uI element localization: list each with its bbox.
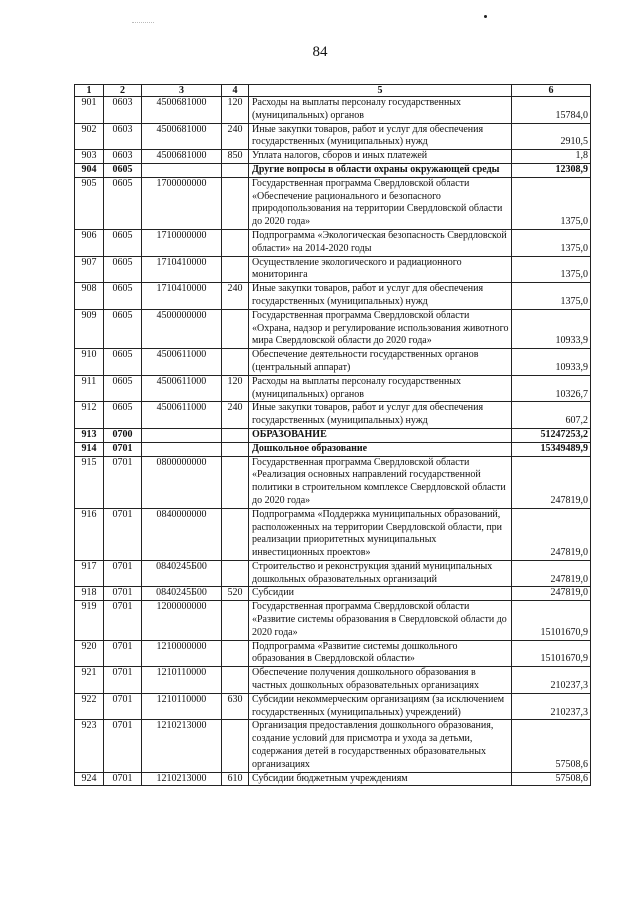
amount-cell: 1375,0 [512,229,591,256]
item-name-cell: Государственная программа Свердловской области «Развитие системы образования в Свердловской области до 2020 года» [249,601,512,640]
expense-type-cell [222,177,249,229]
target-code-cell: 4500611000 [142,349,222,376]
section-code-cell: 0605 [104,349,142,376]
item-name-cell: Дошкольное образование [249,442,512,456]
target-code-cell: 1210110000 [142,667,222,694]
section-code-cell: 0701 [104,456,142,508]
scan-mark [132,22,154,24]
table-row [75,309,591,348]
section-code-cell: 0701 [104,508,142,560]
amount-cell: 15101670,9 [512,640,591,667]
amount-cell: 1375,0 [512,177,591,229]
column-header: 3 [142,85,222,97]
table-row [75,720,591,772]
expense-type-cell [222,442,249,456]
column-header: 1 [75,85,104,97]
row-number-cell: 922 [75,693,104,720]
section-code-cell: 0701 [104,640,142,667]
expense-type-cell [222,456,249,508]
expense-type-cell: 240 [222,402,249,429]
amount-cell: 10933,9 [512,309,591,348]
expense-type-cell: 240 [222,283,249,310]
item-name-cell: Иные закупки товаров, работ и услуг для обеспечения государственных (муниципальных) нужд [249,402,512,429]
table-row [75,123,591,150]
amount-cell: 57508,6 [512,720,591,772]
target-code-cell: 4500611000 [142,375,222,402]
section-code-cell: 0603 [104,123,142,150]
expense-type-cell [222,720,249,772]
expense-type-cell [222,163,249,177]
section-code-cell: 0701 [104,601,142,640]
section-code-cell: 0605 [104,283,142,310]
row-number-cell: 902 [75,123,104,150]
target-code-cell: 1710000000 [142,229,222,256]
item-name-cell: Государственная программа Свердловской области «Обеспечение рационального и безопасного природопользования на территории Свердловской области до 2020 года» [249,177,512,229]
column-header: 6 [512,85,591,97]
section-code-cell: 0603 [104,150,142,164]
item-name-cell: Иные закупки товаров, работ и услуг для обеспечения государственных (муниципальных) нужд [249,123,512,150]
expense-type-cell [222,229,249,256]
row-number-cell: 910 [75,349,104,376]
section-code-cell: 0701 [104,772,142,786]
row-number-cell: 914 [75,442,104,456]
budget-table [74,84,591,786]
column-header: 2 [104,85,142,97]
table-row [75,442,591,456]
expense-type-cell: 520 [222,587,249,601]
amount-cell: 1,8 [512,150,591,164]
table-row [75,375,591,402]
target-code-cell: 4500000000 [142,309,222,348]
target-code-cell [142,428,222,442]
table-row [75,256,591,283]
target-code-cell: 4500681000 [142,123,222,150]
target-code-cell: 1710410000 [142,256,222,283]
table-row [75,150,591,164]
amount-cell: 247819,0 [512,587,591,601]
item-name-cell: Субсидии некоммерческим организациям (за исключением государственных (муниципальных) учреждений) [249,693,512,720]
row-number-cell: 908 [75,283,104,310]
expense-type-cell [222,349,249,376]
item-name-cell: Уплата налогов, сборов и иных платежей [249,150,512,164]
item-name-cell: Государственная программа Свердловской области «Охрана, надзор и регулирование использования животного мира Свердловской области до 2020 года» [249,309,512,348]
section-code-cell: 0701 [104,667,142,694]
row-number-cell: 901 [75,97,104,124]
amount-cell: 2910,5 [512,123,591,150]
expense-type-cell [222,640,249,667]
expense-type-cell: 120 [222,97,249,124]
row-number-cell: 903 [75,150,104,164]
target-code-cell: 4500681000 [142,97,222,124]
item-name-cell: Подпрограмма «Экологическая безопасность Свердловской области» на 2014-2020 годы [249,229,512,256]
row-number-cell: 913 [75,428,104,442]
table-row [75,456,591,508]
item-name-cell: ОБРАЗОВАНИЕ [249,428,512,442]
target-code-cell: 1210213000 [142,720,222,772]
scan-speck [484,15,487,18]
target-code-cell: 1710410000 [142,283,222,310]
row-number-cell: 906 [75,229,104,256]
table-row [75,163,591,177]
expense-type-cell [222,309,249,348]
table-row [75,560,591,587]
row-number-cell: 904 [75,163,104,177]
expense-type-cell: 850 [222,150,249,164]
amount-cell: 15101670,9 [512,601,591,640]
item-name-cell: Обеспечение получения дошкольного образования в частных дошкольных образовательных организациях [249,667,512,694]
amount-cell: 10326,7 [512,375,591,402]
target-code-cell: 1210000000 [142,640,222,667]
expense-type-cell [222,601,249,640]
row-number-cell: 911 [75,375,104,402]
table-row [75,667,591,694]
row-number-cell: 915 [75,456,104,508]
section-code-cell: 0701 [104,560,142,587]
amount-cell: 12308,9 [512,163,591,177]
table-header-row [75,85,591,97]
table-row [75,229,591,256]
item-name-cell: Иные закупки товаров, работ и услуг для обеспечения государственных (муниципальных) нужд [249,283,512,310]
row-number-cell: 916 [75,508,104,560]
item-name-cell: Субсидии бюджетным учреждениям [249,772,512,786]
expense-type-cell: 240 [222,123,249,150]
table-row [75,693,591,720]
section-code-cell: 0701 [104,442,142,456]
item-name-cell: Подпрограмма «Поддержка муниципальных образований, расположенных на территории Свердловской области, при реализации приоритетных муниципальных инвестиционных проектов» [249,508,512,560]
target-code-cell: 1200000000 [142,601,222,640]
row-number-cell: 905 [75,177,104,229]
item-name-cell: Расходы на выплаты персоналу государственных (муниципальных) органов [249,97,512,124]
target-code-cell: 0840245Б00 [142,560,222,587]
amount-cell: 607,2 [512,402,591,429]
amount-cell: 247819,0 [512,456,591,508]
expense-type-cell [222,256,249,283]
expense-type-cell: 610 [222,772,249,786]
row-number-cell: 923 [75,720,104,772]
table-row [75,640,591,667]
table-row [75,587,591,601]
expense-type-cell [222,667,249,694]
section-code-cell: 0700 [104,428,142,442]
row-number-cell: 919 [75,601,104,640]
section-code-cell: 0605 [104,402,142,429]
section-code-cell: 0701 [104,587,142,601]
target-code-cell: 1210213000 [142,772,222,786]
row-number-cell: 921 [75,667,104,694]
row-number-cell: 917 [75,560,104,587]
row-number-cell: 920 [75,640,104,667]
section-code-cell: 0701 [104,693,142,720]
amount-cell: 247819,0 [512,560,591,587]
row-number-cell: 912 [75,402,104,429]
expense-type-cell: 630 [222,693,249,720]
table-body [75,97,591,786]
table-row [75,97,591,124]
section-code-cell: 0605 [104,229,142,256]
row-number-cell: 924 [75,772,104,786]
target-code-cell: 0840000000 [142,508,222,560]
section-code-cell: 0701 [104,720,142,772]
expense-type-cell [222,428,249,442]
table-row [75,177,591,229]
table-row [75,349,591,376]
target-code-cell [142,442,222,456]
item-name-cell: Организация предоставления дошкольного образования, создание условий для присмотра и ухода за детьми, содержания детей в государственных образовательных организациях [249,720,512,772]
item-name-cell: Обеспечение деятельности государственных органов (центральный аппарат) [249,349,512,376]
table-row [75,772,591,786]
row-number-cell: 907 [75,256,104,283]
page-number: 84 [312,44,328,60]
table-row [75,283,591,310]
amount-cell: 10933,9 [512,349,591,376]
item-name-cell: Осуществление экологического и радиационного мониторинга [249,256,512,283]
target-code-cell: 1700000000 [142,177,222,229]
section-code-cell: 0605 [104,375,142,402]
item-name-cell: Государственная программа Свердловской области «Реализация основных направлений государственной политики в строительном комплексе Свердловской области до 2020 года» [249,456,512,508]
section-code-cell: 0605 [104,163,142,177]
target-code-cell: 4500611000 [142,402,222,429]
section-code-cell: 0603 [104,97,142,124]
amount-cell: 247819,0 [512,508,591,560]
section-code-cell: 0605 [104,177,142,229]
amount-cell: 57508,6 [512,772,591,786]
amount-cell: 15784,0 [512,97,591,124]
column-header: 4 [222,85,249,97]
target-code-cell [142,163,222,177]
table-row [75,601,591,640]
row-number-cell: 909 [75,309,104,348]
amount-cell: 210237,3 [512,667,591,694]
amount-cell: 15349489,9 [512,442,591,456]
section-code-cell: 0605 [104,256,142,283]
target-code-cell: 4500681000 [142,150,222,164]
amount-cell: 1375,0 [512,256,591,283]
amount-cell: 210237,3 [512,693,591,720]
amount-cell: 1375,0 [512,283,591,310]
item-name-cell: Другие вопросы в области охраны окружающей среды [249,163,512,177]
expense-type-cell [222,560,249,587]
table-row [75,508,591,560]
table-row [75,402,591,429]
expense-type-cell: 120 [222,375,249,402]
item-name-cell: Строительство и реконструкция зданий муниципальных дошкольных образовательных организаций [249,560,512,587]
expense-type-cell [222,508,249,560]
target-code-cell: 0840245Б00 [142,587,222,601]
target-code-cell: 0800000000 [142,456,222,508]
column-header: 5 [249,85,512,97]
item-name-cell: Субсидии [249,587,512,601]
table-row [75,428,591,442]
item-name-cell: Подпрограмма «Развитие системы дошкольного образования в Свердловской области» [249,640,512,667]
row-number-cell: 918 [75,587,104,601]
amount-cell: 51247253,2 [512,428,591,442]
target-code-cell: 1210110000 [142,693,222,720]
section-code-cell: 0605 [104,309,142,348]
item-name-cell: Расходы на выплаты персоналу государственных (муниципальных) органов [249,375,512,402]
